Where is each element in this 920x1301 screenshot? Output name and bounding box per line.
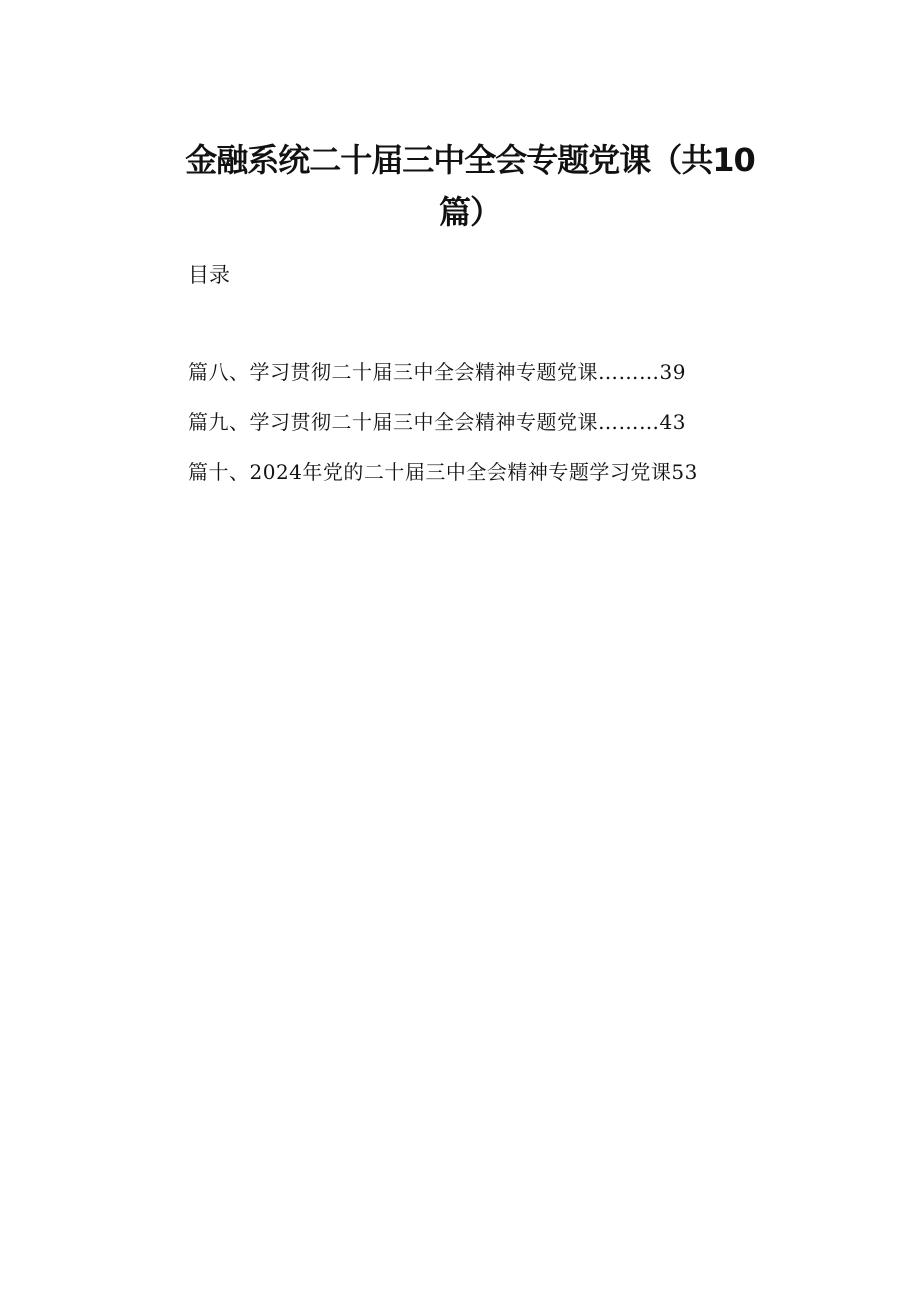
table-of-contents [188, 357, 758, 507]
title-line-2: 篇） [438, 193, 501, 231]
toc-entry-10[interactable]: 篇十、2024年党的二十届三中全会精神专题学习党课53 [188, 460, 698, 484]
toc-entry-9[interactable]: 篇九、学习贯彻二十届三中全会精神专题党课………43 [188, 410, 686, 434]
toc-heading: 目录 [188, 263, 230, 287]
document-title [150, 134, 790, 238]
toc-entry-8[interactable]: 篇八、学习贯彻二十届三中全会精神专题党课………39 [188, 360, 686, 384]
title-line-1: 金融系统二十届三中全会专题党课（共10 [185, 141, 755, 179]
